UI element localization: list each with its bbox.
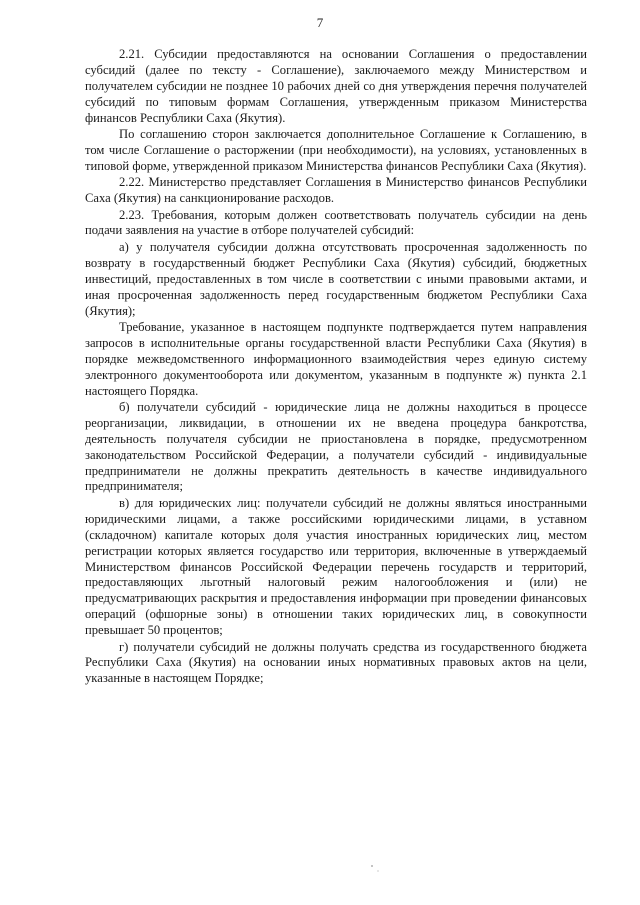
paragraph-subitem-v: в) для юридических лиц: получатели субсидий не должны являться иностранными юридическими лицами, а также российскими юридическими лицами, в уставном (складочном) капитале которых доля участия иностранных юридических лиц, местом регистрации которых является государство или территория, включенные в утверждаемый Министерством финансов Российской Федерации перечень государств и территорий, предоставляющих льготный налоговый режим налогообложения и (или) не предусматривающих раскрытия и предоставления информации при проведении финансовых операций (офшорные зоны) в отношении таких юридических лиц, в совокупности превышает 50 процентов; (85, 495, 587, 638)
paragraph-additional-agreement: По соглашению сторон заключается дополнительное Соглашение к Соглашению, в том числе Соглашение о расторжении (при необходимости), на условиях, установленных в типовой форме, утвержденной приказом Министерства финансов Республики Саха (Якутия). (85, 127, 587, 173)
paragraph-2-21: 2.21. Субсидии предоставляются на основании Соглашения о предоставлении субсидий (далее по тексту - Соглашение), заключаемого между Министерством и получателем субсидии не позднее 10 рабочих дней со дня утверждения перечня получателей субсидий по типовым формам Соглашения, утвержденным приказом Министерства финансов Республики Саха (Якутия). (85, 47, 587, 125)
paragraph-requirement-confirmation: Требование, указанное в настоящем подпункте подтверждается путем направления запросов в исполнительные органы государственной власти Республики Саха (Якутия) в порядке межведомственного информационного взаимодействия через единую систему электронного документооборота или документом, указанным в подпункте ж) пункта 2.1 настоящего Порядка. (85, 319, 587, 398)
paragraph-subitem-g: г) получатели субсидий не должны получать средства из государственного бюджета Республики Саха (Якутия) на основании иных нормативных правовых актов на цели, указанные в настоящем Порядке; (85, 639, 587, 686)
document-body (85, 47, 587, 688)
paragraph-subitem-a: а) у получателя субсидии должна отсутствовать просроченная задолженность по возврату в государственный бюджет Республики Саха (Якутия) субсидий, бюджетных инвестиций, предоставленных в том числе в соответствии с иными правовыми актами, и иная просроченная задолженность перед государственным бюджетом Республики Саха (Якутия); (85, 239, 587, 318)
paragraph-subitem-b: б) получатели субсидий - юридические лица не должны находиться в процессе реорганизации, ликвидации, в отношении их не введена процедура банкротства, деятельность получателя субсидии не приостановлена в порядке, предусмотренном законодательством Российской Федерации, а получатели субсидий - индивидуальные предприниматели не должны прекратить деятельность в качестве индивидуального предпринимателя; (85, 399, 587, 494)
paragraph-2-22: 2.22. Министерство представляет Соглашения в Министерство финансов Республики Саха (Якутия) на санкционирование расходов. (85, 175, 587, 206)
page-number: 7 (316, 15, 324, 30)
paragraph-2-23: 2.23. Требования, которым должен соответствовать получатель субсидии на день подачи заявления на участие в отборе получателей субсидий: (85, 207, 587, 238)
